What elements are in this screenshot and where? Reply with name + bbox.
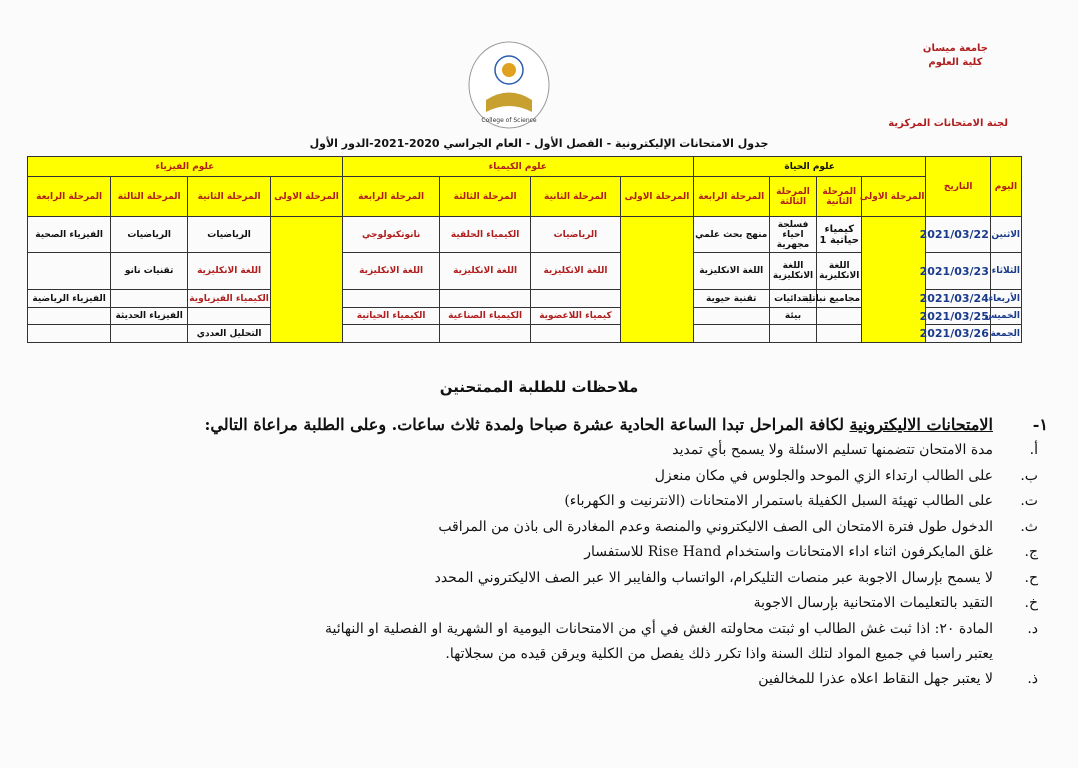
col-day-header: اليوم [990,157,1021,217]
university-logo [466,40,552,130]
day-cell: الخميس [990,308,1021,325]
stage-header: المرحلة الاولى [271,177,343,217]
item-letter: ث. [1020,518,1038,535]
col-date-header: التاريخ [926,157,990,217]
empty-stage-cell [621,217,694,343]
empty-stage-cell [271,217,343,343]
committee-name: لجنة الامتحانات المركزية [888,118,1008,129]
exam-cell [817,308,862,325]
group-chemistry: علوم الكيمياء [342,157,693,177]
exam-cell: اللغة الانكليزية [817,253,862,290]
stage-header: المرحلة الثانية [530,177,620,217]
note-1 [20,414,1048,436]
exam-cell [693,308,769,325]
item-text: يعتبر راسبا في جميع المواد لتلك السنة واذا تكرر ذلك يفصل من الكلية ويرقن قيده من سجلاتها. [445,646,993,662]
stage-header: المرحلة الثانية [817,177,862,217]
stage-header: المرحلة الاولى [621,177,694,217]
exam-cell [440,290,530,308]
date-cell: 2021/03/25 [919,309,989,323]
list-item [20,489,1048,515]
item-text: غلق المايكرفون اثناء اداء الامتحانات واستخدام Rise Hand للاستفسار [584,544,993,560]
exam-cell: الكيمياء الصناعية [440,308,530,325]
stage-header: المرحلة الثالثة [440,177,530,217]
exam-cell: الكيمياء الفيزياوية [188,290,271,308]
item-text: لا يعتبر جهل النقاط اعلاه عذرا للمخالفين [758,671,993,687]
exam-cell [28,325,111,343]
item-letter: أ. [1029,442,1038,458]
university-header [923,42,988,70]
exam-cell [111,325,188,343]
stage-header: المرحلة الثانية [188,177,271,217]
exam-cell: تقنيات نانو [111,253,188,290]
exam-cell [817,325,862,343]
exam-cell [342,290,440,308]
list-item [20,566,1048,592]
empty-stage-cell [862,217,926,343]
group-physics: علوم الفيزياء [28,157,343,177]
exam-cell [28,308,111,325]
exam-cell: اللغة الانكليزية [440,253,530,290]
schedule-title: جدول الامتحانات الإليكترونية - الفصل الأول - العام الجراسي 2020-2021-الدور الأول [309,137,769,150]
item-text: على الطالب ارتداء الزي الموحد والجلوس في مكان منعزل [654,467,993,484]
stage-header: المرحلة الثالثة [111,177,188,217]
exam-cell: تقنية حيوية [693,290,769,308]
list-item [20,591,1048,617]
list-item [20,667,1048,693]
exam-cell: اللغة الانكليزية [530,253,620,290]
exam-cell: التحليل العددي [188,325,271,343]
exam-cell [28,253,111,290]
exam-cell: الرياضيات [530,217,620,253]
item-text: المادة ٢٠: اذا ثبت غش الطالب او ثبتت محاولته الغش في أي من الامتحانات اليومية او الشهرية او الفصلية او النهائية [325,620,993,637]
exam-cell: مجاميع نباتية [817,290,862,308]
exam-cell: ابتدائيات [769,290,817,308]
item-text: مدة الامتحان تتضمنها تسليم الاسئلة ولا يسمح بأي تمديد [672,442,993,458]
date-cell: 2021/03/22 [926,217,990,253]
notes-title: ملاحظات للطلبة الممتحنين [439,378,639,396]
exam-cell: الكيمياء الحلقية [440,217,530,253]
exam-cell: فسلجة احياء مجهرية [769,217,817,253]
exam-cell: اللغة الانكليزية [769,253,817,290]
group-biology: علوم الحياة [693,157,926,177]
stage-header: المرحلة الرابعة [342,177,440,217]
day-cell: الثلاثاء [990,253,1021,290]
exam-cell: اللغة الانكليزية [693,253,769,290]
date-cell: 2021/03/23 [926,253,990,290]
note-number: ١- [1032,415,1048,434]
group-header-row [28,157,1022,177]
notes-section [20,414,1048,693]
exam-cell: كيمياء حياتية 1 [817,217,862,253]
table-row [28,217,1022,253]
item-letter: ب. [1020,467,1038,484]
exam-cell: الرياضيات [111,217,188,253]
exam-cell: كيمياء اللاعضوية [530,308,620,325]
list-item-continuation [20,642,1048,667]
exam-cell: اللغة الانكليزية [188,253,271,290]
note-text: لكافة المراحل تبدا الساعة الحادية عشرة صباحا ولمدة ثلاث ساعات. وعلى الطلبة مراعاة التالي: [204,415,850,434]
exam-cell: نانوتكنولوجي [342,217,440,253]
stage-header: المرحلة الرابعة [28,177,111,217]
stage-header: المرحلة الثالثة [769,177,817,217]
item-text: على الطالب تهيئة السبل الكفيلة باستمرار الامتحانات (الانترنيت و الكهرباء) [564,493,993,509]
list-item [20,515,1048,541]
university-name: جامعة ميسان [922,43,988,54]
item-text: لا يسمح بإرسال الاجوبة عبر منصات التليكرام، الواتساب والفايبر الا عبر الصف الاليكتروني المحدد [434,569,993,586]
item-text: التقيد بالتعليمات الامتحانية بإرسال الاجوبة [753,595,993,611]
exam-cell [111,290,188,308]
exam-cell [693,325,769,343]
exam-cell: الفيزياء الحديثة [111,308,188,325]
exam-cell [188,308,271,325]
stage-header: المرحلة الرابعة [693,177,769,217]
item-letter: ذ. [1027,671,1038,687]
exam-cell: الفيزياء الصحية [28,217,111,253]
stage-header-row [28,177,1022,217]
exam-cell [440,325,530,343]
exam-cell [342,325,440,343]
exam-cell: منهج بحث علمي [693,217,769,253]
exam-cell [530,290,620,308]
date-cell: 2021/03/24 [926,290,990,308]
day-cell: الأربعاء [990,290,1021,308]
item-letter: ج. [1024,544,1038,560]
item-letter: خ. [1024,595,1038,611]
stage-header: المرحلة الاولى [862,177,926,217]
list-item [20,464,1048,490]
item-letter: ح. [1024,569,1038,586]
exam-cell: بيئة [769,308,817,325]
date-cell: 2021/03/26 [926,325,990,343]
exam-cell: الفيزياء الرياضية [28,290,111,308]
note-underlined: الامتحانات الاليكترونية [849,415,993,434]
svg-text:College of Science: College of Science [481,117,537,124]
item-letter: د. [1027,620,1038,637]
exam-cell: الكيمياء الحياتية [342,308,440,325]
item-letter: ت. [1020,493,1038,509]
item-text: الدخول طول فترة الامتحان الى الصف الاليكتروني والمنصة وعدم المغادرة الى باذن من المراقب [438,518,993,535]
exam-cell [769,325,817,343]
college-name: كلية العلوم [928,57,983,68]
list-item [20,617,1048,643]
exam-cell: الرياضيات [188,217,271,253]
exam-cell: اللغة الانكليزية [342,253,440,290]
list-item [20,438,1048,464]
exam-schedule-table [27,156,1022,343]
exam-cell [530,325,620,343]
day-cell: الاثنين [990,217,1021,253]
day-cell: الجمعة [990,325,1021,343]
list-item [20,540,1048,566]
